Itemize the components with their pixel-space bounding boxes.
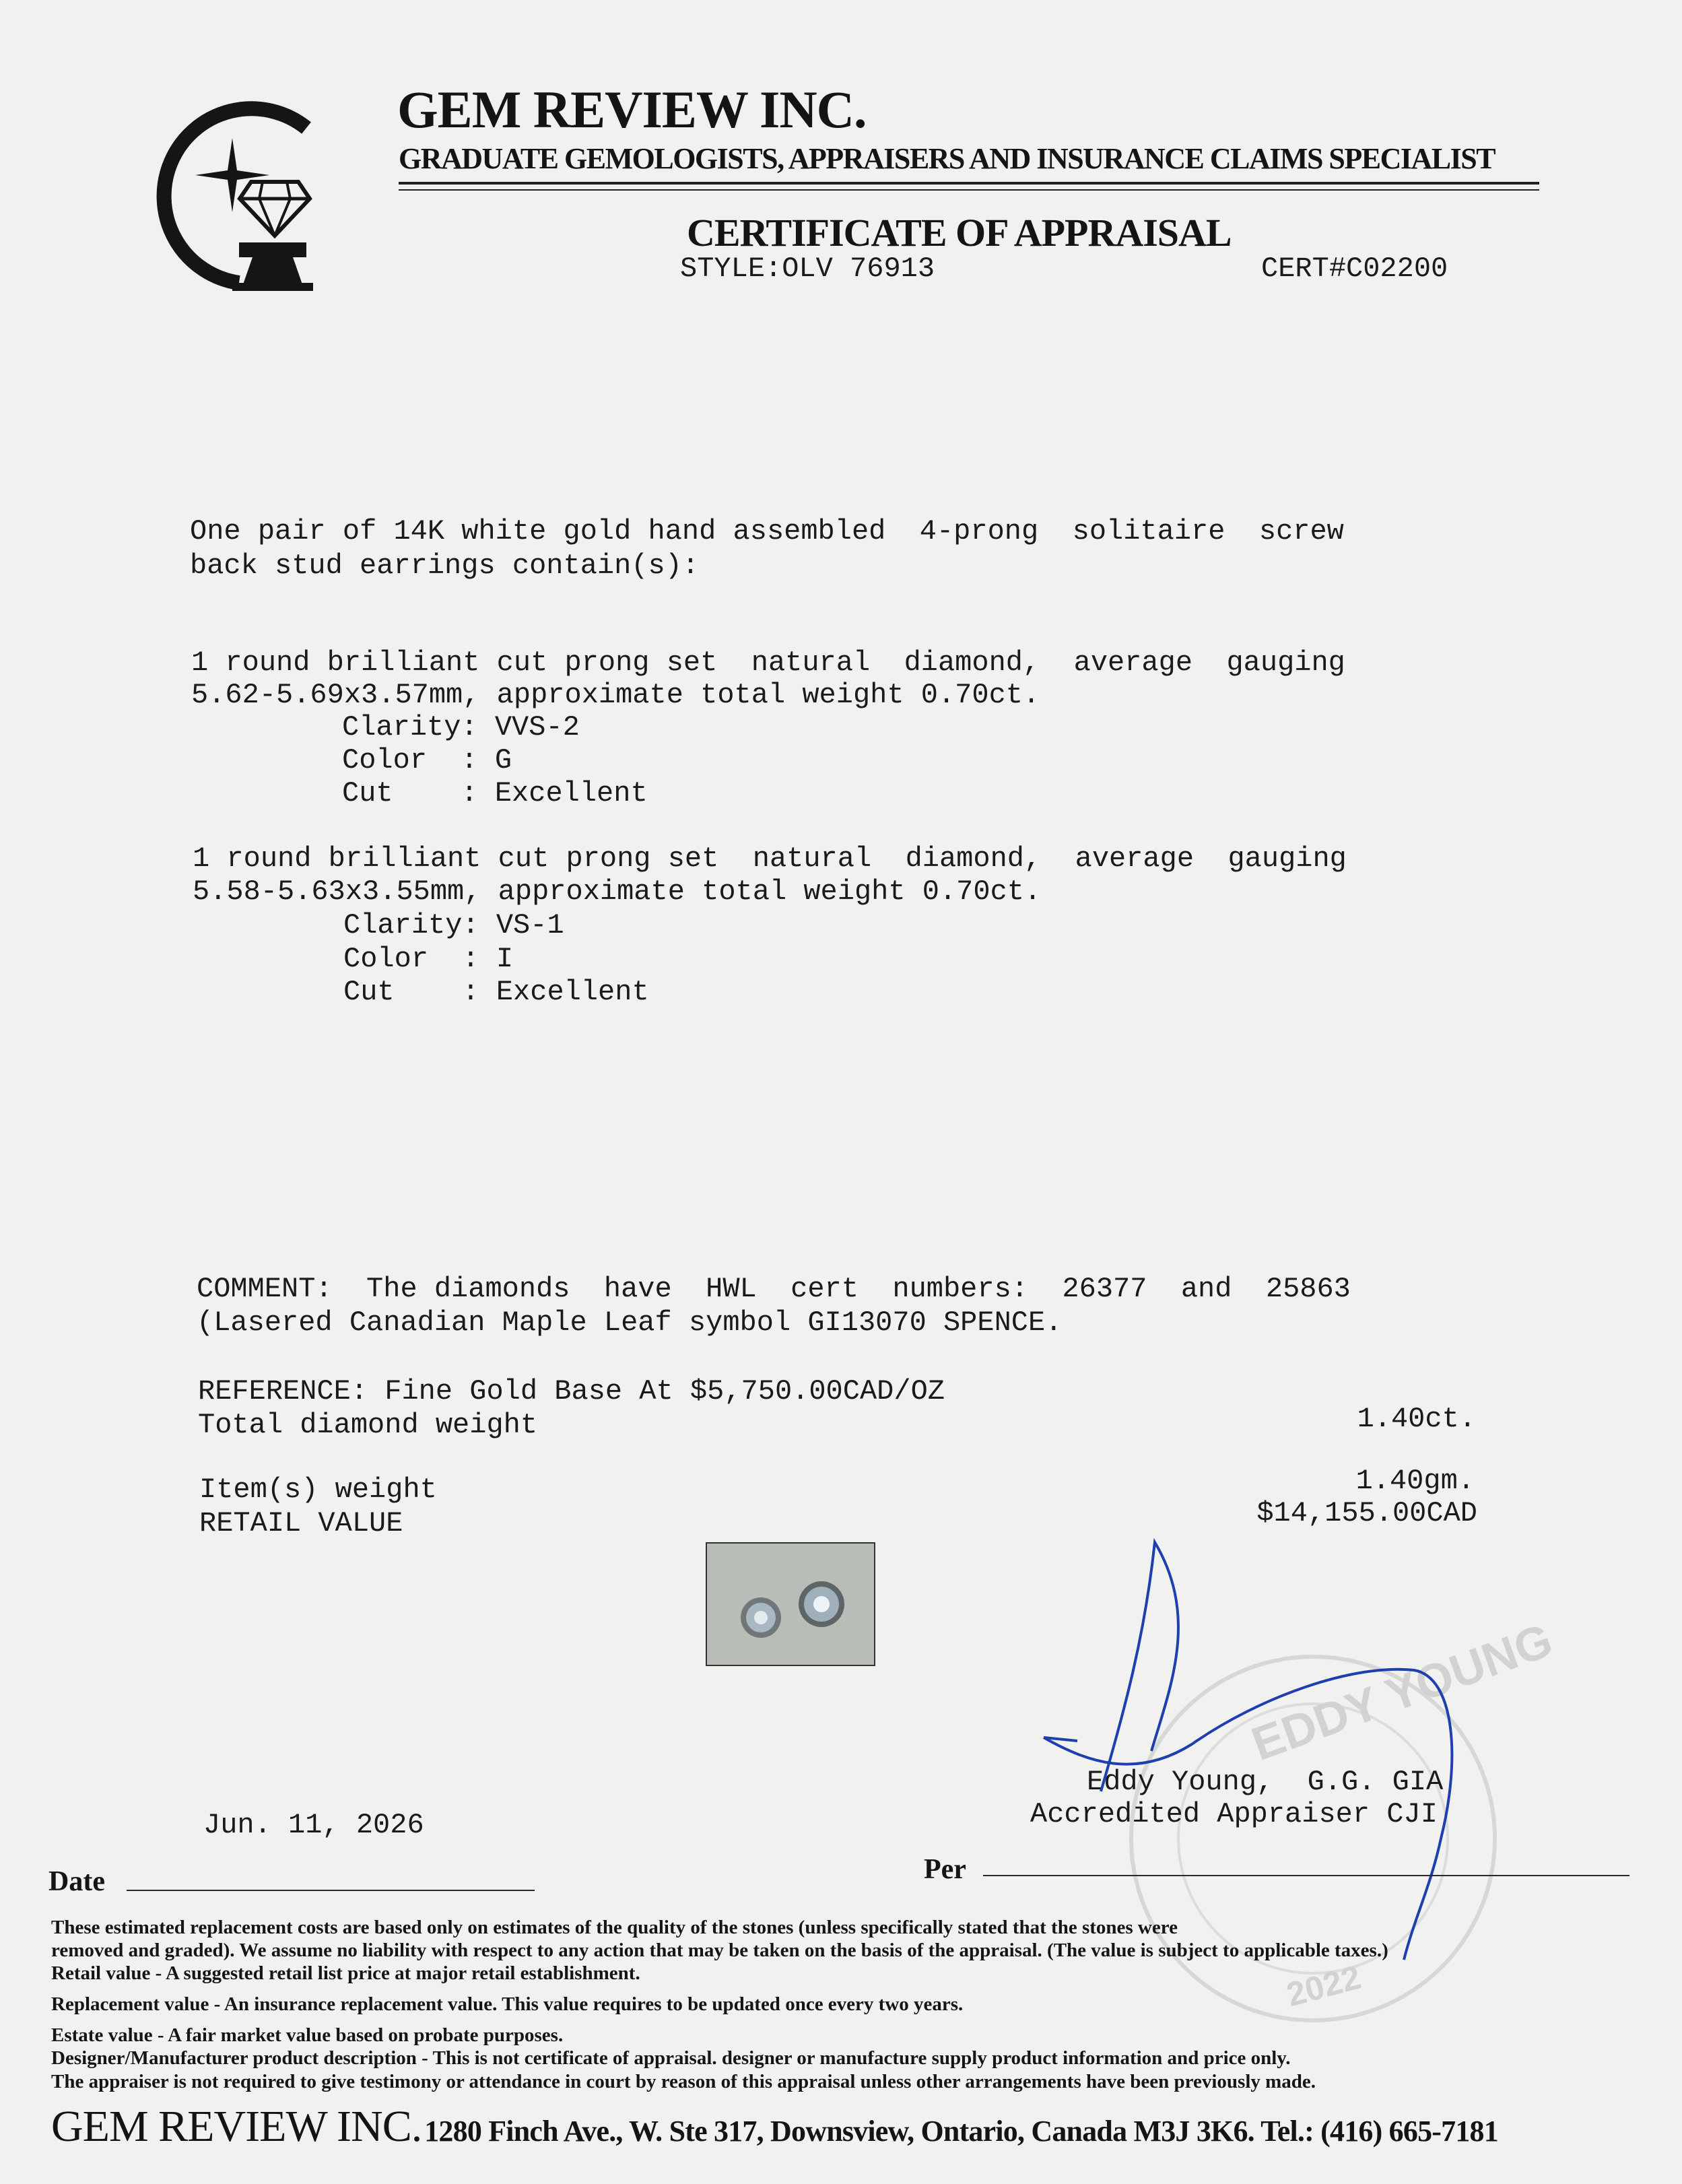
style-number: STYLE:OLV 76913 — [680, 253, 935, 285]
comment-line-2: (Lasered Canadian Maple Leaf symbol GI13070 SPENCE. — [197, 1306, 1063, 1339]
description-line-1: One pair of 14K white gold hand assembled 4-prong solitaire screw — [190, 515, 1344, 548]
stone1-line-2: 5.62-5.69x3.57mm, approximate total weight 0.70ct. — [191, 679, 1040, 711]
earring-photo — [706, 1542, 875, 1666]
company-tagline: GRADUATE GEMOLOGISTS, APPRAISERS AND INSURANCE CLAIMS SPECIALIST — [399, 142, 1495, 175]
comment-line-1: COMMENT: The diamonds have HWL cert numbers: 26377 and 25863 — [197, 1273, 1351, 1305]
disclaimer-line-4: Replacement value - An insurance replacement value. This value requires to be updated once every two years. — [51, 1993, 964, 2015]
item-weight-label: Item(s) weight — [199, 1474, 437, 1506]
stone1-clarity: Clarity: VVS-2 — [342, 711, 580, 743]
stone2-color: Color : I — [343, 943, 514, 975]
disclaimer-line-1: These estimated replacement costs are based only on estimates of the quality of the stones (unless specifically stated that the stones were — [51, 1917, 1178, 1938]
header-rule-bottom — [399, 189, 1539, 191]
g-diamond-logo-icon — [138, 91, 340, 293]
cert-number: CERT#C02200 — [1261, 253, 1448, 285]
footer-company: GEM REVIEW INC. — [51, 2102, 422, 2151]
disclaimer-line-6: Designer/Manufacturer product description - This is not certificate of appraisal. designer or manufacture supply product information and price only. — [51, 2047, 1291, 2069]
svg-text:2022: 2022 — [1282, 1958, 1365, 2014]
appraiser-name: Eddy Young, G.G. GIA — [1087, 1766, 1444, 1798]
stone1-line-1: 1 round brilliant cut prong set natural diamond, average gauging — [191, 647, 1345, 679]
footer — [51, 2101, 1498, 2152]
total-weight-label: Total diamond weight — [198, 1409, 538, 1441]
svg-text:EDDY YOUNG: EDDY YOUNG — [1245, 1613, 1559, 1771]
appraiser-title: Accredited Appraiser CJI — [1030, 1798, 1438, 1830]
stone2-clarity: Clarity: VS-1 — [343, 909, 564, 941]
stone1-color: Color : G — [342, 744, 512, 776]
company-name: GEM REVIEW INC. — [397, 80, 867, 139]
disclaimer-line-3: Retail value - A suggested retail list price at major retail establishment. — [51, 1962, 640, 1984]
stone1-cut: Cut : Excellent — [342, 777, 648, 809]
total-weight-value: 1.40ct. — [1357, 1403, 1476, 1435]
reference-line: REFERENCE: Fine Gold Base At $5,750.00CAD/OZ — [198, 1375, 945, 1408]
header-rule-top — [399, 182, 1539, 185]
retail-value-amount: $14,155.00CAD — [1256, 1497, 1477, 1529]
disclaimer-line-5: Estate value - A fair market value based on probate purposes. — [51, 2024, 564, 2046]
per-label: Per — [924, 1854, 966, 1885]
date-value: Jun. 11, 2026 — [203, 1809, 424, 1841]
stone2-line-2: 5.58-5.63x3.55mm, approximate total weight 0.70ct. — [193, 875, 1042, 908]
appraiser-signature — [1037, 1535, 1495, 1966]
disclaimer-line-2: removed and graded). We assume no liability with respect to any action that may be taken on the basis of the appraisal. (The value is subject to applicable taxes.) — [51, 1940, 1388, 1961]
stone2-line-1: 1 round brilliant cut prong set natural diamond, average gauging — [193, 842, 1347, 875]
company-logo — [138, 91, 340, 293]
footer-address: 1280 Finch Ave., W. Ste 317, Downsview, Ontario, Canada M3J 3K6. Tel.: (416) 665-7181 — [424, 2115, 1498, 2148]
item-weight-value: 1.40gm. — [1355, 1465, 1475, 1497]
document-title: CERTIFICATE OF APPRAISAL — [687, 211, 1232, 255]
disclaimer-line-7: The appraiser is not required to give testimony or attendance in court by reason of this appraisal unless other arrangements have been previously made. — [51, 2071, 1316, 2092]
description-line-2: back stud earrings contain(s): — [190, 550, 700, 582]
per-line — [983, 1875, 1629, 1876]
date-label: Date — [48, 1866, 105, 1897]
date-line — [127, 1890, 535, 1891]
retail-value-label: RETAIL VALUE — [199, 1507, 403, 1540]
stone2-cut: Cut : Excellent — [343, 976, 649, 1008]
